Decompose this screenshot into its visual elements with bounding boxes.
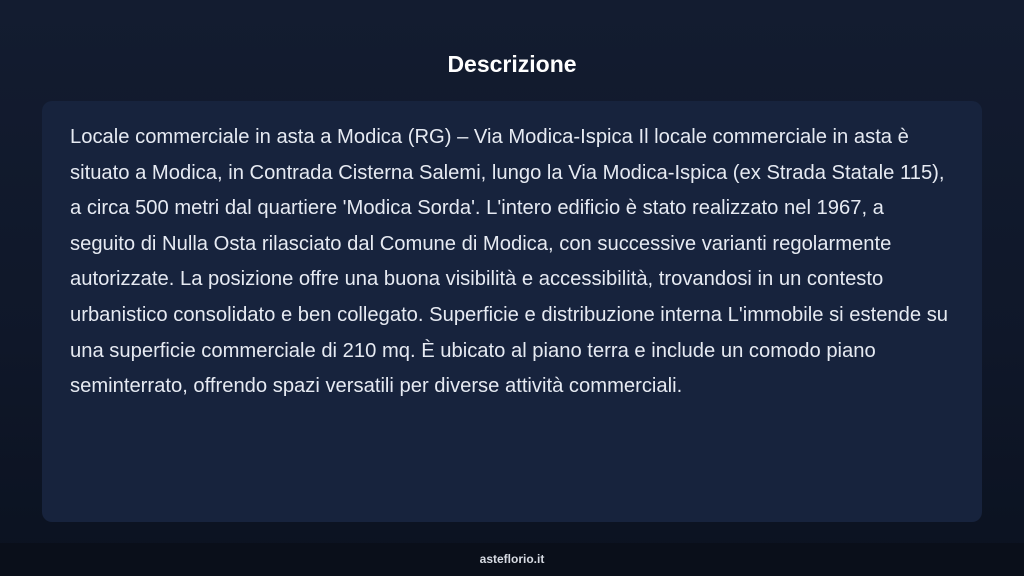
footer-site-label: asteflorio.it [479, 552, 545, 566]
description-card [42, 101, 982, 522]
description-text: Locale commerciale in asta a Modica (RG) – Via Modica-Ispica Il locale commerciale in asta è situato a Modica, in Contrada Cisterna Salemi, lungo la Via Modica-Ispica (ex Strada Statale 115), a circa 500 metri dal quartiere 'Modica Sorda'. L'intero edificio è stato realizzato nel 1967, a seguito di Nulla Osta rilasciato dal Comune di Modica, con successive varianti regolarmente autorizzate. La posizione offre una buona visibilità e accessibilità, trovandosi in un contesto urbanistico consolidato e ben collegato. Superficie e distribuzione interna L'immobile si estende su una superficie commerciale di 210 mq. È ubicato al piano terra e include un comodo piano seminterrato, offrendo spazi versatili per diverse attività commerciali. [70, 126, 949, 398]
page-title: Descrizione [447, 51, 577, 77]
